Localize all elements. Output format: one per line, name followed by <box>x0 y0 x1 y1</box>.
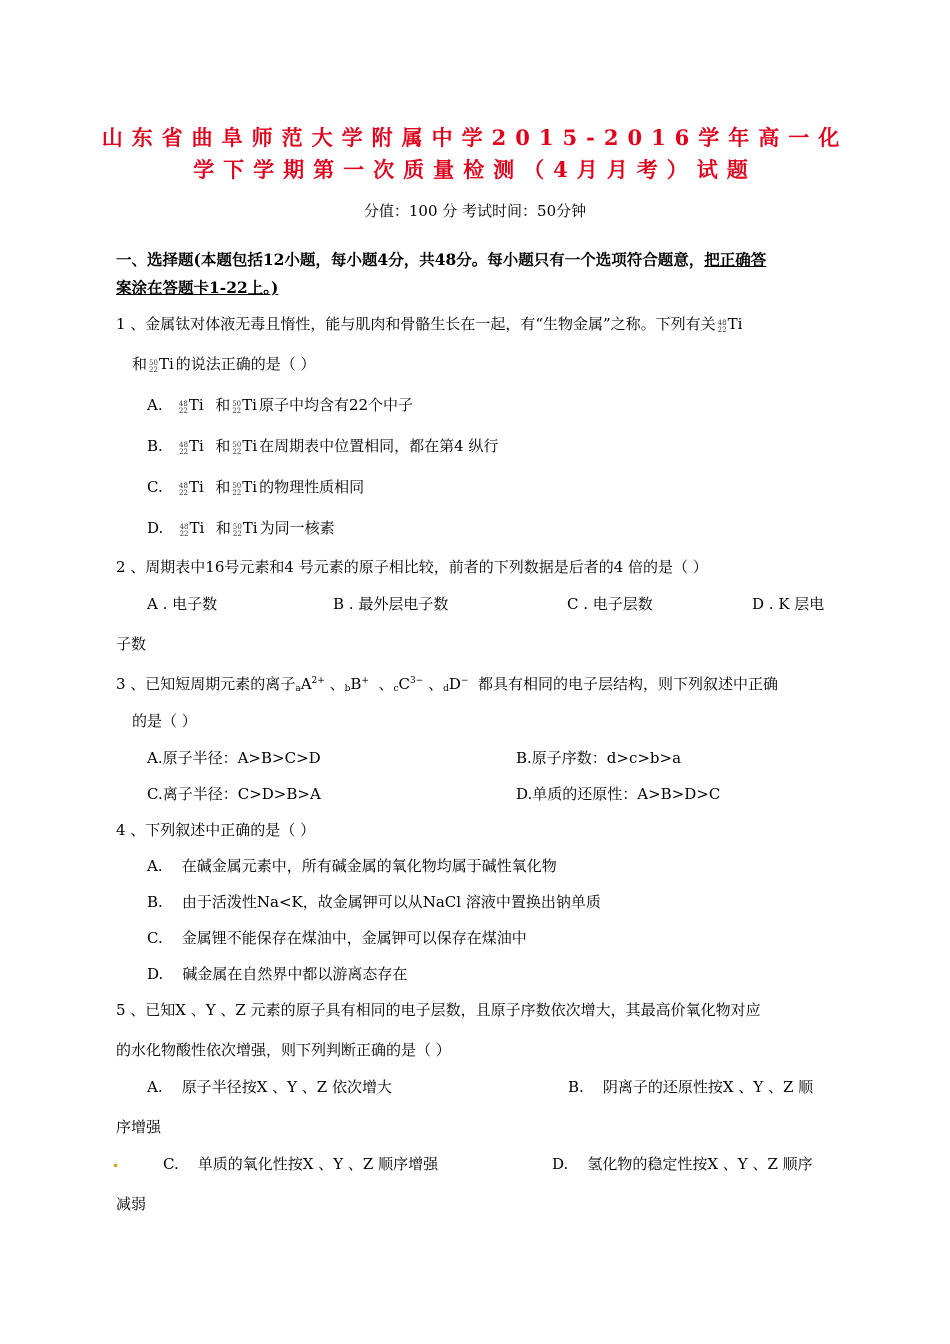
q2-option-d[interactable]: D . K 层电 <box>752 595 825 613</box>
q2-option-b[interactable]: B . 最外层电子数 <box>333 595 449 613</box>
section-heading-underlined-2: 案涂在答题卡1-22上 <box>116 278 264 297</box>
q1-option-d[interactable]: D. 48 22 Ti 和 50 22 Ti 为同一核素 <box>147 519 335 538</box>
q1-stem-cont <box>132 354 316 374</box>
q1-stem-and: 和 <box>132 355 148 373</box>
ti50-isotope: 50 22 Ti <box>232 396 257 415</box>
q5-option-b-cont: 序增强 <box>116 1118 162 1136</box>
q1-option-c[interactable]: C. 48 22 Ti 和 50 22 Ti 的物理性质相同 <box>147 478 365 497</box>
q3-option-a[interactable]: A.原子半径：A>B>C>D <box>147 749 321 767</box>
decorative-dot <box>114 1164 117 1167</box>
q3-stem-end: 的是（ ） <box>132 712 197 730</box>
ti48-isotope: 48 22 Ti <box>717 315 743 334</box>
section-heading-text: 一、选择题(本题包括12小题，每小题4分，共48分。每小题只有一个选项符合题意， <box>116 250 705 269</box>
q4-option-c[interactable]: C. 金属锂不能保存在煤油中，金属钾可以保存在煤油中 <box>147 929 527 947</box>
q1-stem <box>116 314 744 334</box>
q4-option-a[interactable]: A. 在碱金属元素中，所有碱金属的氧化物均属于碱性氧化物 <box>147 857 557 875</box>
ti50-isotope: 50 22 Ti <box>232 519 258 538</box>
ti50-isotope: 50 22 Ti <box>232 437 258 456</box>
section-heading-underlined: 把正确答 <box>704 250 767 269</box>
q5-stem: 5 、已知X 、Y 、Z 元素的原子具有相同的电子层数，且原子序数依次增大，其最高价氧化物对应 <box>116 1001 761 1019</box>
q1-option-a[interactable]: A. 48 22 Ti 和 50 22 Ti 原子中均含有22个中子 <box>147 396 414 415</box>
q4-option-b[interactable]: B. 由于活泼性Na<K，故金属钾可以从NaCl 溶液中置换出钠单质 <box>147 893 601 911</box>
q4-stem: 4 、下列叙述中正确的是（ ） <box>116 821 316 839</box>
q3-stem-text: 3 、已知短周期元素的离子 <box>116 675 296 693</box>
q1-stem-text: 1 、金属钛对体液无毒且惰性，能与肌肉和骨骼生长在一起，有“生物金属”之称。下列有关 <box>116 315 716 333</box>
q3-ions: $_aA^{2+}$ 、$_b$B+ 、$_cC^{3-}$ 、$_d$D− <box>295 675 469 694</box>
q2-option-c[interactable]: C . 电子层数 <box>567 595 653 613</box>
ti48-isotope: 48 22 Ti <box>179 519 205 538</box>
section-heading-end: 。) <box>263 278 279 297</box>
section-heading-cont <box>116 278 278 298</box>
q1-option-b[interactable]: B. 48 22 Ti 和 50 22 Ti 在周期表中位置相同，都在第4 纵行 <box>147 437 499 456</box>
q2-option-a[interactable]: A . 电子数 <box>147 595 218 613</box>
score-time-info: 分值：100 分 考试时间：50分钟 <box>363 202 587 220</box>
ti48-isotope: 48 22 Ti <box>178 396 204 415</box>
q3-stem <box>116 671 778 699</box>
title-line-1: 山东省曲阜师范大学附属中学2015-2016学年高一化 <box>101 125 849 150</box>
q4-option-d[interactable]: D. 碱金属在自然界中都以游离态存在 <box>147 965 408 983</box>
ti48-isotope: 48 22 Ti <box>179 478 204 497</box>
q3-option-d[interactable]: D.单质的还原性：A>B>D>C <box>516 785 721 803</box>
q2-stem: 2 、周期表中16号元素和4 号元素的原子相比较，前者的下列数据是后者的4 倍的是（ ） <box>116 558 708 576</box>
q5-stem-cont: 的水化物酸性依次增强，则下列判断正确的是（ ） <box>116 1041 451 1059</box>
q5-option-c[interactable]: C. 单质的氧化性按X 、Y 、Z 顺序增强 <box>163 1155 439 1173</box>
q2-option-d-cont: 子数 <box>116 635 147 653</box>
q3-stem-cont: 都具有相同的电子层结构，则下列叙述中正确 <box>477 675 778 693</box>
q3-option-b[interactable]: B.原子序数：d>c>b>a <box>516 749 682 767</box>
q5-option-d[interactable]: D. 氢化物的稳定性按X 、Y 、Z 顺序 <box>552 1155 813 1173</box>
ti50-isotope: 50 22 Ti <box>232 478 258 497</box>
q5-option-b[interactable]: B. 阴离子的还原性按X 、Y 、Z 顺 <box>568 1078 814 1096</box>
ti50-isotope: 50 22 Ti <box>149 355 174 374</box>
ti48-isotope: 48 22 Ti <box>179 437 204 456</box>
q5-option-d-cont: 减弱 <box>116 1195 147 1213</box>
q3-option-c[interactable]: C.离子半径：C>D>B>A <box>147 785 321 803</box>
q1-stem-end: 的说法正确的是（ ） <box>175 355 316 373</box>
q5-option-a[interactable]: A. 原子半径按X 、Y 、Z 依次增大 <box>147 1078 392 1096</box>
title-line-2: 学下学期第一次质量检测（4月月考）试题 <box>193 157 757 182</box>
section-heading <box>116 250 766 270</box>
